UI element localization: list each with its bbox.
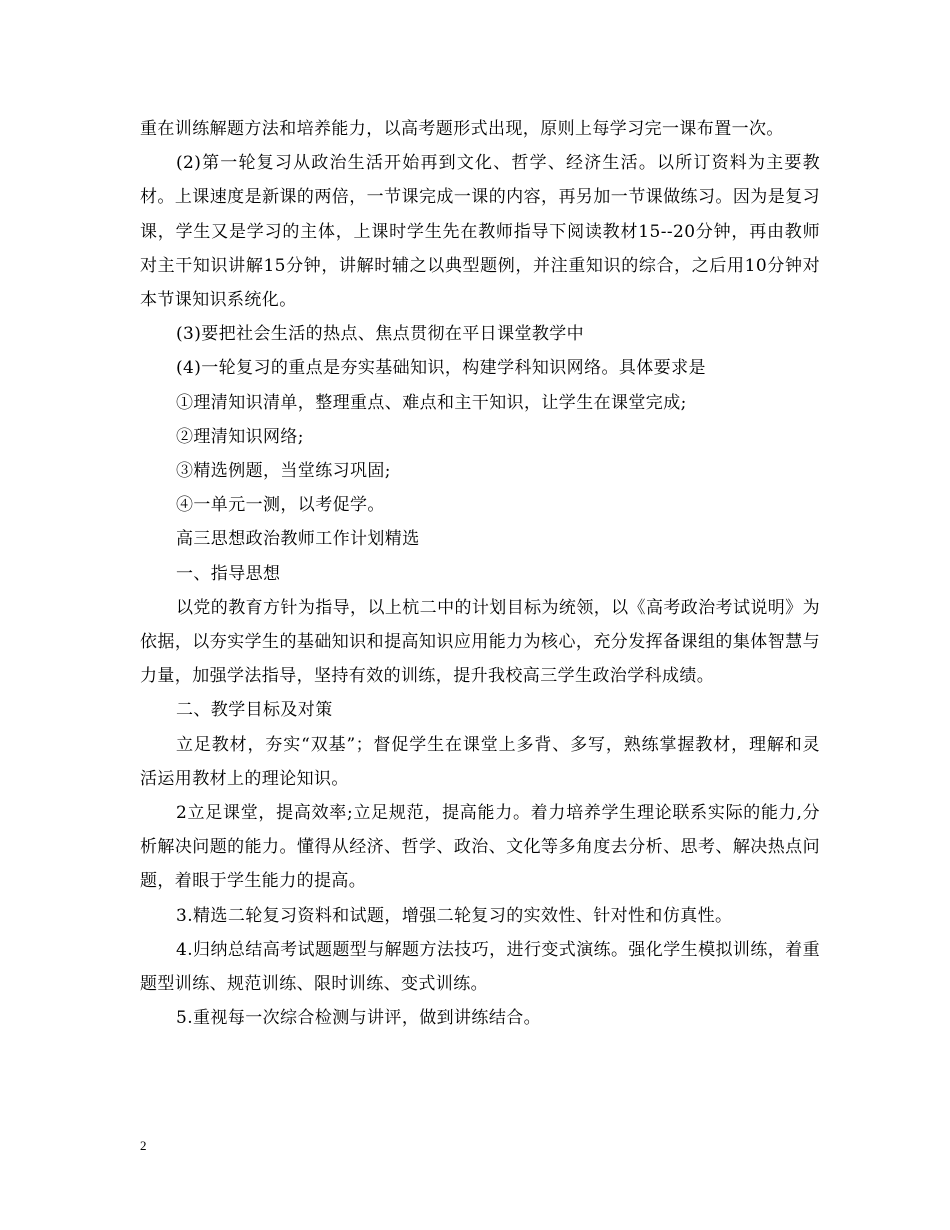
paragraph-1: 重在训练解题方法和培养能力，以高考题形式出现，原则上每学习完一课布置一次。 [140,119,784,139]
goal-item-4: 4.归纳总结高考试题题型与解题方法技巧，进行变式演练。强化学生模拟训练，着重题型训练、规范训练、限时训练、变式训练。 [140,939,820,995]
paragraph-guiding-ideology: 以党的教育方针为指导，以上杭二中的计划目标为统领，以《高考政治考试说明》为依据，以夯实学生的基础知识和提高知识应用能力为核心，充分发挥备课组的集体智慧与力量，加强学法指导，坚持有效的训练，提升我校高三学生政治学科成绩。 [140,597,820,687]
paragraph-4: (4)一轮复习的重点是夯实基础知识，构建学科知识网络。具体要求是 [176,358,706,379]
document-body [140,112,820,1035]
paragraph-2: (2)第一轮复习从政治生活开始再到文化、哲学、经济生活。以所订资料为主要教材。上课速度是新课的两倍，一节课完成一课的内容，再另加一节课做练习。因为是复习课，学生又是学习的主体，上课时学生先在教师指导下阅读教材15--20分钟，再由教师对主干知识讲解15分钟，讲解时辅之以典型题例，并注重知识的综合，之后用10分钟对本节课知识系统化。 [140,153,820,311]
goal-item-1: 立足教材，夯实“双基”；督促学生在课堂上多背、多写，熟练掌握教材，理解和灵活运用教材上的理论知识。 [140,734,820,789]
list-item-2: ②理清知识网络; [176,426,304,447]
heading-guiding-ideology: 一、指导思想 [176,563,281,584]
page-number: 2 [140,1138,147,1153]
list-item-4: ④一单元一测，以考促学。 [176,495,385,516]
paragraph-3: (3)要把社会生活的热点、焦点贯彻在平日课堂教学中 [176,324,585,345]
goal-item-2: 2立足课堂，提高效率;立足规范，提高能力。着力培养学生理论联系实际的能力,分析解决问题的能力。懂得从经济、哲学、政治、文化等多角度去分析、思考、解决热点问题，着眼于学生能力的提高。 [140,803,820,892]
goal-item-3: 3.精选二轮复习资料和试题，增强二轮复习的实效性、针对性和仿真性。 [176,905,733,926]
list-item-3: ③精选例题，当堂练习巩固; [176,461,391,482]
section-title: 高三思想政治教师工作计划精选 [176,529,420,550]
list-item-1: ①理清知识清单，整理重点、难点和主干知识，让学生在课堂完成; [176,392,687,413]
heading-teaching-goals: 二、教学目标及对策 [176,700,333,721]
goal-item-5: 5.重视每一次综合检测与讲评，做到讲练结合。 [176,1008,542,1029]
